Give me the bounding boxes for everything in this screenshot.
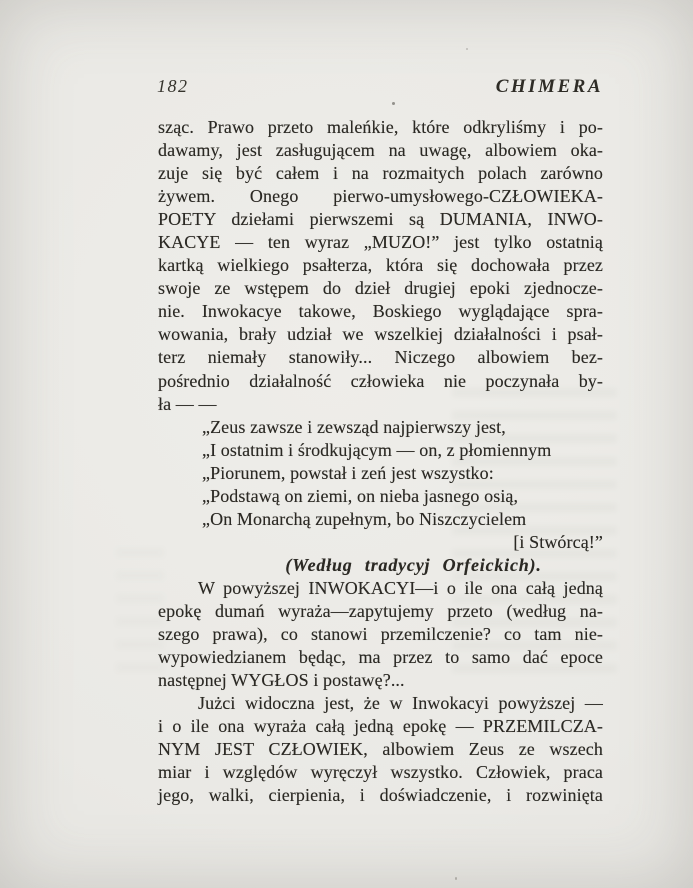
text-line: szego prawa), co stanowi przemilczenie? co tam nie- bbox=[158, 624, 603, 645]
journal-title: CHIMERA bbox=[495, 76, 603, 97]
text-line: Jużci widoczna jest, że w Inwokacyi powyższej — bbox=[198, 693, 603, 714]
text-line: W powyższej INWOKACYI—i o ile ona całą jedną bbox=[198, 577, 603, 598]
text-line: ła — — bbox=[158, 393, 217, 414]
verse-closing-line: [i Stwórcą!” bbox=[513, 531, 603, 552]
verse-line: „I ostatnim i środkującym — on, z płomiennym bbox=[202, 439, 552, 460]
text-line: miar i względów wyręczył wszystko. Człowiek, praca bbox=[158, 762, 603, 783]
text-line: i o ile ona wyraża całą jedną epokę — PRZEMILCZA- bbox=[158, 716, 603, 737]
verse-line: „Piorunem, powstał i zeń jest wszystko: bbox=[202, 462, 494, 483]
text-line: jego, walki, cierpienia, i doświadczenie, i rozwinięta bbox=[158, 785, 603, 806]
text-line: swoje ze wstępem do dzieł drugiej epoki zjednocze- bbox=[158, 278, 603, 299]
scan-speck bbox=[466, 48, 468, 50]
verse-attribution: (Według tradycyj Orfeickich). bbox=[285, 554, 542, 575]
text-line: kartką wielkiego psałterza, która się dochowała przez bbox=[158, 255, 603, 276]
text-line: terz niemały stanowiły... Niczego albowiem bez- bbox=[158, 347, 603, 368]
text-line: wowania, brały udział we wszelkiej działalności i psał- bbox=[158, 324, 603, 345]
text-line: pośrednio działalność człowieka nie poczynała by- bbox=[158, 370, 603, 391]
text-line: wypowiedzianem będąc, ma przez to samo dać epoce bbox=[158, 647, 603, 668]
text-line: żywem. Onego pierwo-umysłowego-CZŁOWIEKA- bbox=[158, 186, 603, 207]
text-line: nie. Inwokacye takowe, Boskiego wyglądające spra- bbox=[158, 301, 603, 322]
bleedthrough-artifact bbox=[116, 548, 164, 683]
running-header bbox=[157, 76, 603, 98]
text-line: sząc. Prawo przeto maleńkie, które odkryliśmy i po- bbox=[158, 117, 603, 137]
text-line: dawamy, jest zasługującem na uwagę, albowiem oka- bbox=[158, 140, 603, 161]
text-line: POETY dziełami pierwszemi są DUMANIA, INWO- bbox=[158, 209, 603, 230]
page-number: 182 bbox=[157, 76, 189, 96]
text-column bbox=[158, 116, 603, 807]
text-line: KACYE — ten wyraz „MUZO!” jest tylko ostatnią bbox=[158, 232, 603, 253]
text-line: epokę dumań wyraża—zapytujemy przeto (według na- bbox=[158, 600, 603, 621]
scan-speck bbox=[392, 102, 395, 105]
text-line: zuje się być całem i na rozmaitych polach zarówno bbox=[158, 163, 603, 184]
verse-line: „On Monarchą zupełnym, bo Niszczycielem bbox=[202, 508, 527, 529]
scan-speck bbox=[455, 877, 457, 880]
verse-line: „Zeus zawsze i zewsząd najpierwszy jest, bbox=[202, 416, 506, 437]
text-line: następnej WYGŁOS i postawę?... bbox=[158, 670, 405, 691]
verse-line: „Podstawą on ziemi, on nieba jasnego osią, bbox=[202, 485, 519, 506]
text-line: NYM JEST CZŁOWIEK, albowiem Zeus ze wszech bbox=[158, 739, 603, 760]
